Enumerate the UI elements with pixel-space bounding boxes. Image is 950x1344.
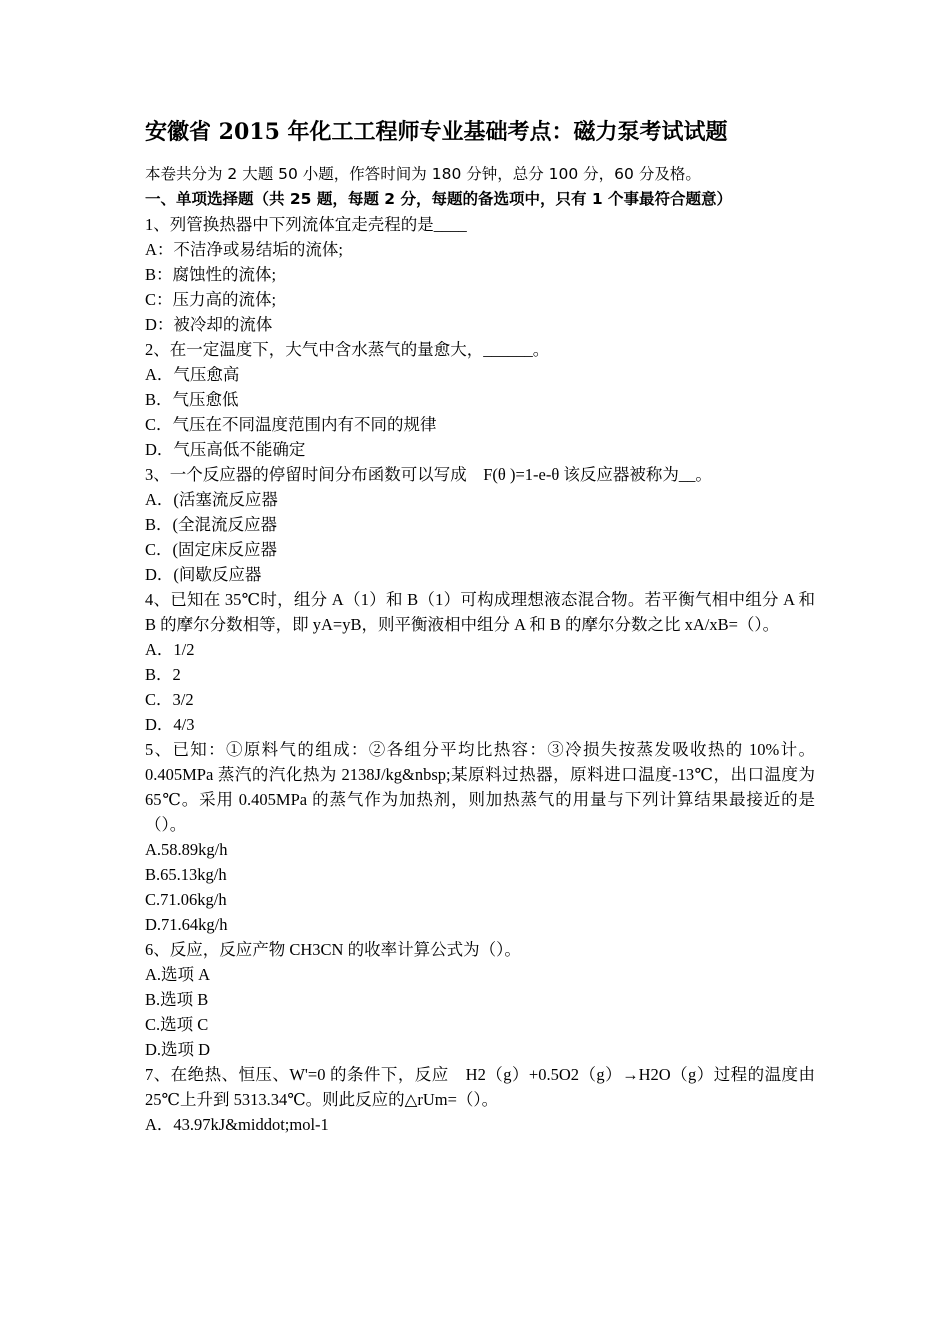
question-1: [145, 212, 815, 337]
option-c: C．3/2: [145, 690, 194, 709]
question-stem: 7、在绝热、恒压、W'=0 的条件下，反应 H2（g）+0.5O2（g）→H2O（g）过程的温度由 25℃上升到 5313.34℃。则此反应的△rUm=（）。: [145, 1065, 815, 1109]
section-heading: 一、单项选择题（共 25 题，每题 2 分，每题的备选项中，只有 1 个事最符合题意）: [145, 190, 733, 208]
option-c: C．气压在不同温度范围内有不同的规律: [145, 415, 437, 434]
option-d: D.选项 D: [145, 1040, 211, 1059]
option-a: A.58.89kg/h: [145, 840, 228, 859]
question-stem: 5、已知：①原料气的组成：②各组分平均比热容：③冷损失按蒸发吸收热的 10%计。0.405MPa 蒸汽的汽化热为 2138J/kg&nbsp;某原料过热器，原料进口温度-13℃，出口温度为 65℃。采用 0.405MPa 的蒸气作为加热剂，则加热蒸气的用量与下列计算结果最接近的是（）。: [145, 740, 815, 834]
option-d: D．(间歇反应器: [145, 565, 262, 584]
question-stem: 6、反应，反应产物 CH3CN 的收率计算公式为（）。: [145, 940, 521, 959]
question-2: [145, 337, 815, 462]
document-page: [145, 118, 815, 1137]
option-b: B．(全混流反应器: [145, 515, 277, 534]
question-5: [145, 737, 815, 937]
option-c: C.71.06kg/h: [145, 890, 227, 909]
option-b: B：腐蚀性的流体;: [145, 265, 277, 284]
question-7: [145, 1062, 815, 1137]
question-stem: 1、列管换热器中下列流体宜走壳程的是____: [145, 215, 467, 234]
option-a: A．气压愈高: [145, 365, 240, 384]
option-a: A：不洁净或易结垢的流体;: [145, 240, 343, 259]
option-b: B．2: [145, 665, 181, 684]
option-b: B．气压愈低: [145, 390, 239, 409]
option-d: D．气压高低不能确定: [145, 440, 306, 459]
option-d: D.71.64kg/h: [145, 915, 228, 934]
option-c: C.选项 C: [145, 1015, 209, 1034]
option-a: A．43.97kJ&middot;mol-1: [145, 1115, 329, 1134]
option-a: A．(活塞流反应器: [145, 490, 278, 509]
option-b: B.选项 B: [145, 990, 209, 1009]
option-a: A.选项 A: [145, 965, 211, 984]
question-3: [145, 462, 815, 587]
question-stem: 3、一个反应器的停留时间分布函数可以写成 F(θ )=1-e-θ 该反应器被称为__。: [145, 465, 712, 484]
option-d: D．4/3: [145, 715, 195, 734]
option-a: A．1/2: [145, 640, 195, 659]
question-4: [145, 587, 815, 737]
document-title: 安徽省 2015 年化工工程师专业基础考点：磁力泵考试试题: [145, 119, 728, 145]
question-stem: 2、在一定温度下，大气中含水蒸气的量愈大，______。: [145, 340, 550, 359]
question-6: [145, 937, 815, 1062]
option-c: C：压力高的流体;: [145, 290, 277, 309]
option-b: B.65.13kg/h: [145, 865, 227, 884]
question-stem: 4、已知在 35℃时，组分 A（1）和 B（1）可构成理想液态混合物。若平衡气相中组分 A 和 B 的摩尔分数相等，即 yA=yB，则平衡液相中组分 A 和 B 的摩尔分数之比 xA/xB=（）。: [145, 590, 815, 634]
option-c: C．(固定床反应器: [145, 540, 277, 559]
exam-intro: 本卷共分为 2 大题 50 小题，作答时间为 180 分钟，总分 100 分，60 分及格。: [145, 165, 701, 183]
option-d: D：被冷却的流体: [145, 315, 273, 334]
